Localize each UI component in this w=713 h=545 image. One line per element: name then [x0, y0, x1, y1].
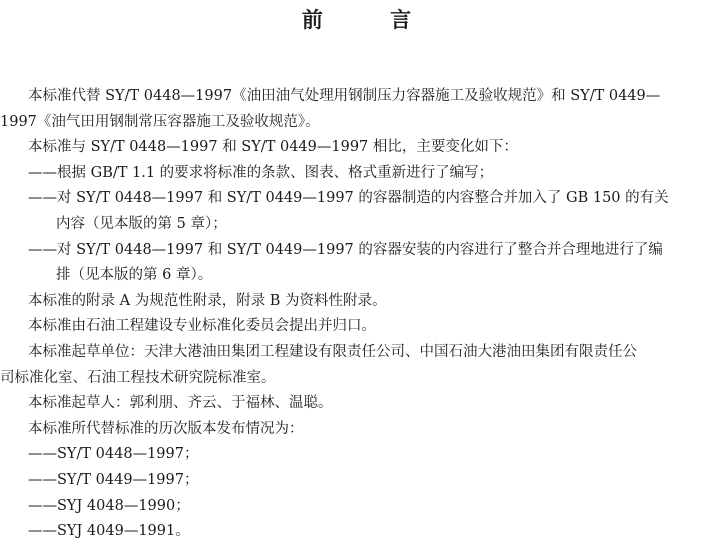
text-line: 本标准代替 SY/T 0448—1997《油田油气处理用钢制压力容器施工及验收规范》和 SY/T 0449—: [28, 88, 661, 104]
text-line: ——SYJ 4048—1990；: [28, 497, 190, 514]
text-line: ——根据 GB/T 1.1 的要求将标准的条款、图表、格式重新进行了编写；: [28, 164, 494, 181]
text-line: 本标准起草人：郭利朋、齐云、于福林、温聪。: [28, 395, 333, 412]
text-line: 内容（见本版的第 5 章）；: [56, 215, 227, 232]
page-title: 前 言: [301, 8, 442, 32]
text-line: 司标准化室、石油工程技术研究院标准室。: [0, 369, 276, 386]
text-line: 本标准起草单位：天津大港油田集团工程建设有限责任公司、中国石油大港油田集团有限责任公: [28, 343, 637, 360]
text-line: ——对 SY/T 0448—1997 和 SY/T 0449—1997 的容器安装的内容进行了整合并合理地进行了编: [28, 241, 663, 258]
text-line: 本标准所代替标准的历次版本发布情况为：: [28, 420, 304, 437]
text-line: 本标准与 SY/T 0448—1997 和 SY/T 0449—1997 相比，主要变化如下：: [28, 139, 518, 156]
text-line: 本标准由石油工程建设专业标准化委员会提出并归口。: [28, 318, 376, 335]
text-line: 本标准的附录 A 为规范性附录，附录 B 为资料性附录。: [28, 292, 387, 309]
text-line: 排（见本版的第 6 章）。: [56, 267, 213, 284]
text-line: 1997《油气田用钢制常压容器施工及验收规范》。: [0, 113, 320, 130]
text-line: ——SY/T 0449—1997；: [28, 471, 199, 488]
foreword-body: [0, 84, 706, 545]
text-line: ——SYJ 4049—1991。: [28, 523, 190, 540]
text-line: ——SY/T 0448—1997；: [28, 446, 199, 463]
text-line: ——对 SY/T 0448—1997 和 SY/T 0449—1997 的容器制造的内容整合并加入了 GB 150 的有关: [28, 190, 669, 207]
